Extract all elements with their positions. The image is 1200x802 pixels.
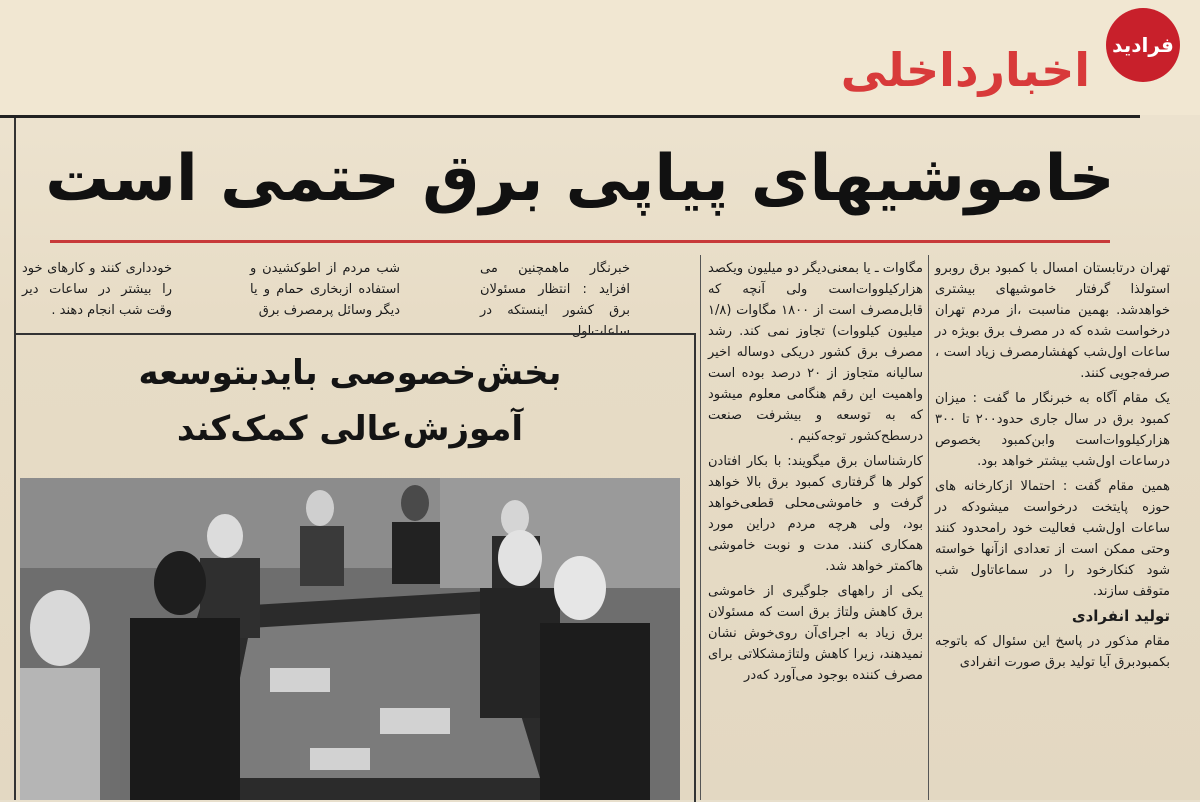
paragraph: یکی از راههای جلوگیری از خاموشی برق کاهش ولتاژ برق است که مسئولان برق زیاد به اجرای‌آن روی‌خوش نشان نمیدهند، زیرا کاهش ولتاژمشکلاتی برای مصرف کننده بوجود می‌آورد کەدر xyxy=(708,584,923,683)
column-divider xyxy=(700,255,701,800)
paragraph: تهران درتابستان امسال با کمبود برق روبرو استولذا گرفتار خاموشیهای بیشتری خواهدشد. بهمین مناسبت ،از مردم تهران درخواست شده که در مصرف برق بویژه در ساعات اول‌شب کهفشارمصرف زیاد است ، صرفه‌جویی کنند. xyxy=(935,261,1170,381)
meeting-photo xyxy=(20,478,680,800)
sub-headline-line-1: بخش‌خصوصی بایدبتوسعه xyxy=(138,353,562,393)
sub-headline xyxy=(90,345,610,465)
headline-underline xyxy=(50,240,1110,243)
column-divider xyxy=(928,255,929,800)
column-subtitle: تولید انفرادی xyxy=(1071,607,1170,625)
article-column-top-1: خبرنگار ماهمچنین می افزاید : انتظار مسئولان برق کشور اینستکه در ساعات‌اول xyxy=(480,261,630,339)
article-column-middle xyxy=(708,258,923,800)
top-rule xyxy=(0,115,1140,118)
section-title: اخبارداخلی xyxy=(840,43,1090,97)
photo-illustration xyxy=(20,478,680,800)
main-headline: خاموشیهای پیاپی برق حتمی است xyxy=(45,142,1115,216)
paragraph: همین مقام گفت : احتمالا ازکارخانه های حوزه پایتخت درخواست میشودکه در ساعات اول‌شب فعالیت خود رامحدود کنند وحتی ممکن است از تعدادی ازآنها خواسته شود کنکارخود را در سماعاتاول شب متوقف سازند. xyxy=(935,479,1170,599)
paragraph: کارشناسان برق میگویند: با بکار افتادن کولر ها گرفتاری کمبود برق بالا خواهد گرفت و خاموشی‌محلی قطعی‌خواهد بود، ولی هرچه مردم دراین مورد همکاری کنند. مدت و نوبت خاموشی هاکمتر خواهد شد. xyxy=(708,454,923,574)
watermark-logo: فرادید xyxy=(1106,8,1180,82)
article-column-right xyxy=(935,258,1170,800)
paragraph: مگاوات ـ یا بمعنی‌دیگر دو میلیون ویکصد هزارکیلووات‌است ولی آنچه که قابل‌مصرف است از ۱۸۰۰ مگاوات (۱/۸ میلیون کیلووات) تجاوز نمی کند. رشد مصرف برق کشور دریکی دوساله اخیر سالیانه متجاوز از ۲۰ درصد بوده است واهمیت این رقم هنگامی معلوم میشود که به توسعه و بیشرفت صنعت درسطح‌کشور توجه‌کنیم . xyxy=(708,261,923,444)
paragraph: مقام مذکور در پاسخ این سئوال که باتوجه بکمبودبرق آیا تولید برق صورت انفرادی xyxy=(935,634,1170,670)
article-column-top-3: خودداری کنند و کارهای خود را بیشتر در ساعات دیر وقت شب انجام دهند . xyxy=(22,261,172,318)
article-column-top-2: شب مردم از اطوکشیدن و استفاده ازبخاری حمام و یا دیگر وسائل پرمصرف برق xyxy=(250,261,400,318)
paragraph: یک مقام آگاه به خبرنگار ما گفت : میزان کمبود برق در سال جاری حدود۲۰۰ تا ۳۰۰ هزارکیلووات‌است وابن‌کمبود بخصوص درساعات اول‌شب بیشتر خواهد بود. xyxy=(935,391,1170,469)
sub-headline-line-2: آموزش‌عالی کمک‌کند xyxy=(176,409,524,449)
